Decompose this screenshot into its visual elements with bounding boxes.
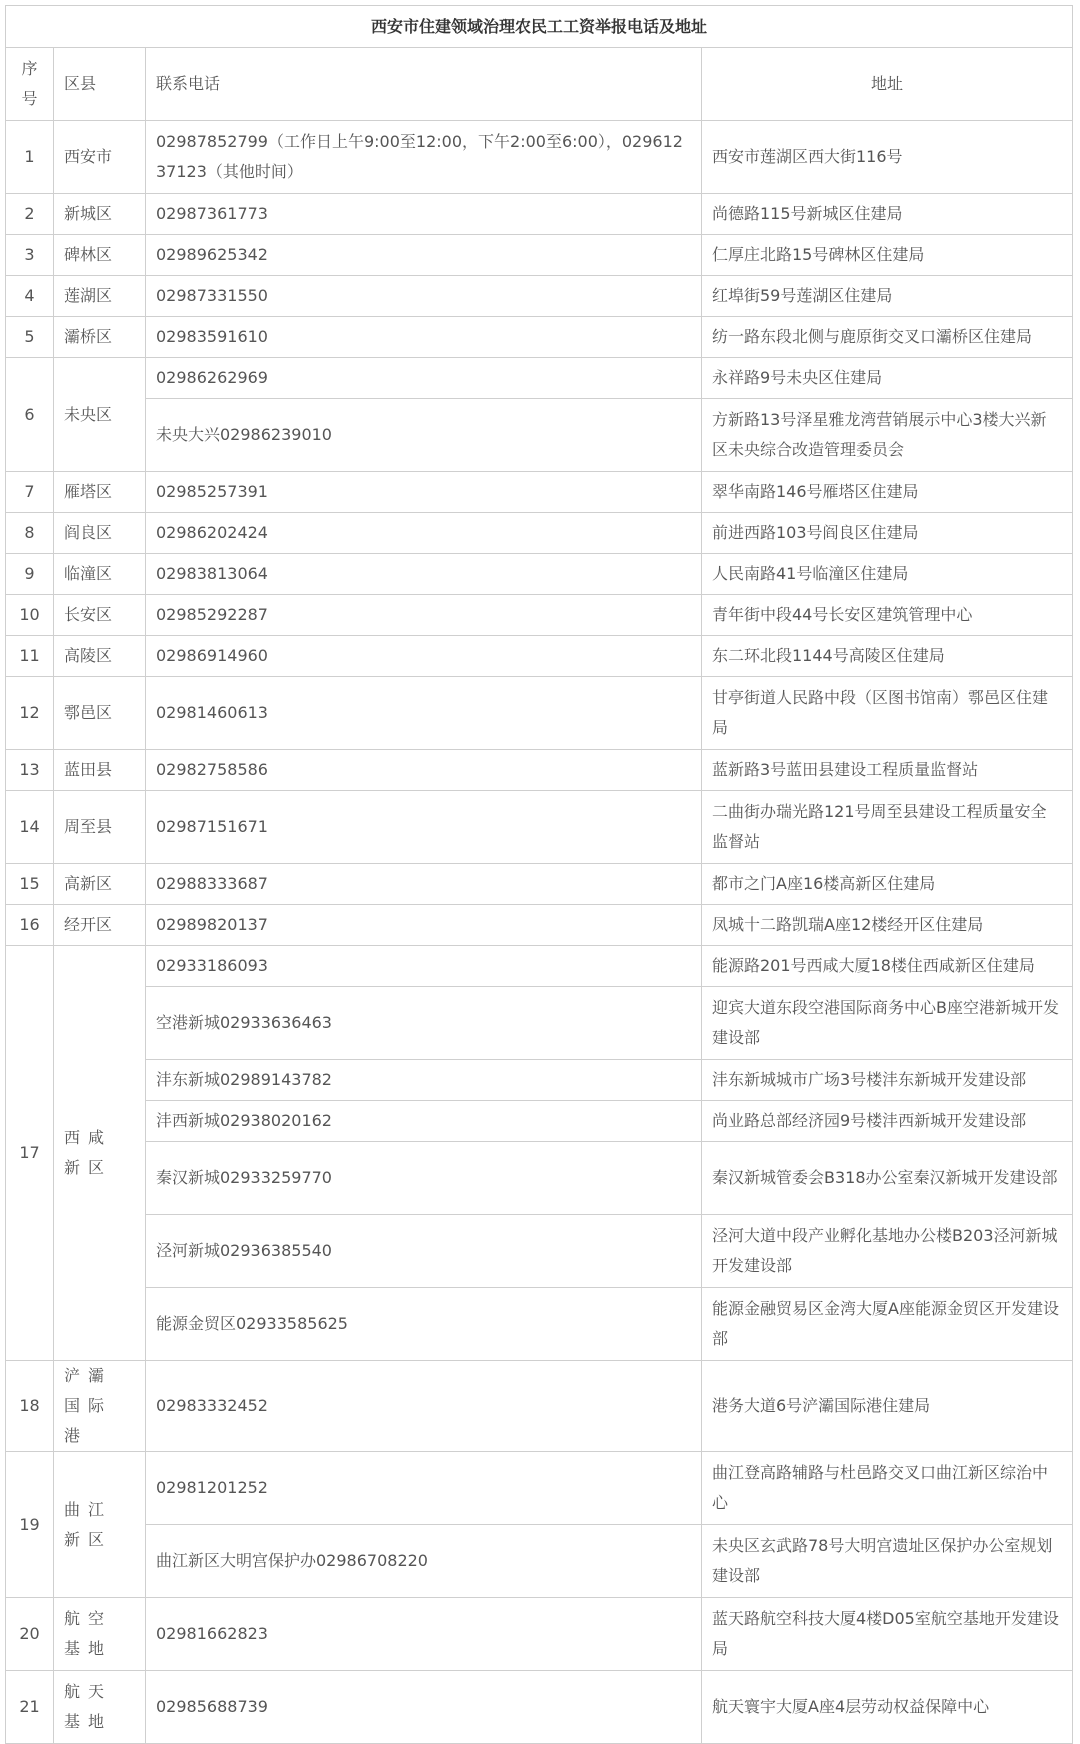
district-name: 灞桥区: [54, 317, 146, 358]
address: 尚业路总部经济园9号楼沣西新城开发建设部: [702, 1101, 1073, 1142]
phone-number: 02987361773: [146, 194, 702, 235]
address: 翠华南路146号雁塔区住建局: [702, 472, 1073, 513]
table-row: [6, 750, 1073, 791]
phone-number: 能源金贸区02933585625: [146, 1288, 702, 1361]
address: 秦汉新城管委会B318办公室秦汉新城开发建设部: [702, 1142, 1073, 1215]
table-row: [6, 595, 1073, 636]
phone-number: 02985688739: [146, 1671, 702, 1744]
district-name: 未央区: [54, 358, 146, 472]
table-row: [6, 1060, 1073, 1101]
table-row: [6, 194, 1073, 235]
table-row: [6, 513, 1073, 554]
address: 青年街中段44号长安区建筑管理中心: [702, 595, 1073, 636]
table-row: [6, 1452, 1073, 1525]
row-number: 17: [6, 946, 54, 1361]
phone-number: 02983591610: [146, 317, 702, 358]
phone-number: 02986262969: [146, 358, 702, 399]
phone-number: 02981662823: [146, 1598, 702, 1671]
row-number: 13: [6, 750, 54, 791]
address: 能源金融贸易区金湾大厦A座能源金贸区开发建设部: [702, 1288, 1073, 1361]
table-row: [6, 677, 1073, 750]
district-name: 航空基地: [54, 1598, 146, 1671]
table-row: [6, 235, 1073, 276]
header-phone: 联系电话: [146, 48, 702, 121]
table-row: [6, 276, 1073, 317]
table-row: [6, 554, 1073, 595]
district-name: 蓝田县: [54, 750, 146, 791]
address: 港务大道6号浐灞国际港住建局: [702, 1361, 1073, 1452]
table-row: [6, 1361, 1073, 1452]
table-row: [6, 905, 1073, 946]
district-name: 西咸新区: [54, 946, 146, 1361]
address: 都市之门A座16楼高新区住建局: [702, 864, 1073, 905]
address: 尚德路115号新城区住建局: [702, 194, 1073, 235]
phone-number: 02981201252: [146, 1452, 702, 1525]
phone-number: 02987331550: [146, 276, 702, 317]
address: 航天寰宇大厦A座4层劳动权益保障中心: [702, 1671, 1073, 1744]
phone-number: 02985257391: [146, 472, 702, 513]
table-row: [6, 1215, 1073, 1288]
address: 沣东新城城市广场3号楼沣东新城开发建设部: [702, 1060, 1073, 1101]
address: 红埠街59号莲湖区住建局: [702, 276, 1073, 317]
phone-number: 02986202424: [146, 513, 702, 554]
district-name: 曲江新区: [54, 1452, 146, 1598]
phone-number: 02987852799（工作日上午9:00至12:00，下午2:00至6:00），02961237123（其他时间）: [146, 121, 702, 194]
address: 纺一路东段北侧与鹿原街交叉口灞桥区住建局: [702, 317, 1073, 358]
district-name: 西安市: [54, 121, 146, 194]
phone-number: 秦汉新城02933259770: [146, 1142, 702, 1215]
address: 泾河大道中段产业孵化基地办公楼B203泾河新城开发建设部: [702, 1215, 1073, 1288]
district-name: 航天基地: [54, 1671, 146, 1744]
table-row: [6, 1525, 1073, 1598]
row-number: 9: [6, 554, 54, 595]
district-name: 高陵区: [54, 636, 146, 677]
row-number: 1: [6, 121, 54, 194]
district-name: 雁塔区: [54, 472, 146, 513]
phone-number: 02988333687: [146, 864, 702, 905]
address: 仁厚庄北路15号碑林区住建局: [702, 235, 1073, 276]
phone-number: 02983813064: [146, 554, 702, 595]
table-row: [6, 358, 1073, 399]
row-number: 5: [6, 317, 54, 358]
table-row: [6, 1101, 1073, 1142]
district-name: 长安区: [54, 595, 146, 636]
address: 人民南路41号临潼区住建局: [702, 554, 1073, 595]
address: 蓝天路航空科技大厦4楼D05室航空基地开发建设局: [702, 1598, 1073, 1671]
district-name: 碑林区: [54, 235, 146, 276]
phone-number: 沣东新城02989143782: [146, 1060, 702, 1101]
header-address: 地址: [702, 48, 1073, 121]
row-number: 19: [6, 1452, 54, 1598]
phone-number: 空港新城02933636463: [146, 987, 702, 1060]
row-number: 21: [6, 1671, 54, 1744]
district-name: 鄠邑区: [54, 677, 146, 750]
address: 迎宾大道东段空港国际商务中心B座空港新城开发建设部: [702, 987, 1073, 1060]
district-name: 经开区: [54, 905, 146, 946]
row-number: 8: [6, 513, 54, 554]
district-name: 周至县: [54, 791, 146, 864]
row-number: 11: [6, 636, 54, 677]
header-num: 序号: [6, 48, 54, 121]
row-number: 10: [6, 595, 54, 636]
phone-number: 曲江新区大明宫保护办02986708220: [146, 1525, 702, 1598]
address: 永祥路9号未央区住建局: [702, 358, 1073, 399]
address: 凤城十二路凯瑞A座12楼经开区住建局: [702, 905, 1073, 946]
table-row: [6, 636, 1073, 677]
district-name: 莲湖区: [54, 276, 146, 317]
phone-number: 02983332452: [146, 1361, 702, 1452]
address: 曲江登高路辅路与杜邑路交叉口曲江新区综治中心: [702, 1452, 1073, 1525]
row-number: 20: [6, 1598, 54, 1671]
table-row: [6, 1598, 1073, 1671]
address: 二曲街办瑞光路121号周至县建设工程质量安全监督站: [702, 791, 1073, 864]
table-row: [6, 864, 1073, 905]
district-name: 浐灞国际港: [54, 1361, 146, 1452]
row-number: 4: [6, 276, 54, 317]
table-row: [6, 791, 1073, 864]
phone-number: 泾河新城02936385540: [146, 1215, 702, 1288]
address: 未央区玄武路78号大明宫遗址区保护办公室规划建设部: [702, 1525, 1073, 1598]
district-name: 新城区: [54, 194, 146, 235]
table-row: [6, 399, 1073, 472]
header-district: 区县: [54, 48, 146, 121]
row-number: 16: [6, 905, 54, 946]
table-row: [6, 1142, 1073, 1215]
row-number: 12: [6, 677, 54, 750]
phone-number: 02986914960: [146, 636, 702, 677]
table-title: 西安市住建领域治理农民工工资举报电话及地址: [6, 6, 1073, 48]
address: 能源路201号西咸大厦18楼住西咸新区住建局: [702, 946, 1073, 987]
wage-complaint-table: [5, 5, 1073, 1744]
phone-number: 02987151671: [146, 791, 702, 864]
table-row: [6, 987, 1073, 1060]
address: 蓝新路3号蓝田县建设工程质量监督站: [702, 750, 1073, 791]
row-number: 2: [6, 194, 54, 235]
row-number: 15: [6, 864, 54, 905]
table-row: [6, 121, 1073, 194]
phone-number: 02933186093: [146, 946, 702, 987]
phone-number: 02981460613: [146, 677, 702, 750]
table-row: [6, 472, 1073, 513]
row-number: 14: [6, 791, 54, 864]
address: 西安市莲湖区西大街116号: [702, 121, 1073, 194]
phone-number: 02989625342: [146, 235, 702, 276]
district-name: 阎良区: [54, 513, 146, 554]
table-row: [6, 946, 1073, 987]
table-row: [6, 1671, 1073, 1744]
phone-number: 02989820137: [146, 905, 702, 946]
row-number: 3: [6, 235, 54, 276]
table-row: [6, 1288, 1073, 1361]
phone-number: 02985292287: [146, 595, 702, 636]
address: 甘亭街道人民路中段（区图书馆南）鄠邑区住建局: [702, 677, 1073, 750]
address: 前进西路103号阎良区住建局: [702, 513, 1073, 554]
table-row: [6, 317, 1073, 358]
row-number: 7: [6, 472, 54, 513]
phone-number: 沣西新城02938020162: [146, 1101, 702, 1142]
row-number: 18: [6, 1361, 54, 1452]
phone-number: 02982758586: [146, 750, 702, 791]
address: 方新路13号泽星雅龙湾营销展示中心3楼大兴新区未央综合改造管理委员会: [702, 399, 1073, 472]
district-name: 高新区: [54, 864, 146, 905]
row-number: 6: [6, 358, 54, 472]
phone-number: 未央大兴02986239010: [146, 399, 702, 472]
district-name: 临潼区: [54, 554, 146, 595]
address: 东二环北段1144号高陵区住建局: [702, 636, 1073, 677]
